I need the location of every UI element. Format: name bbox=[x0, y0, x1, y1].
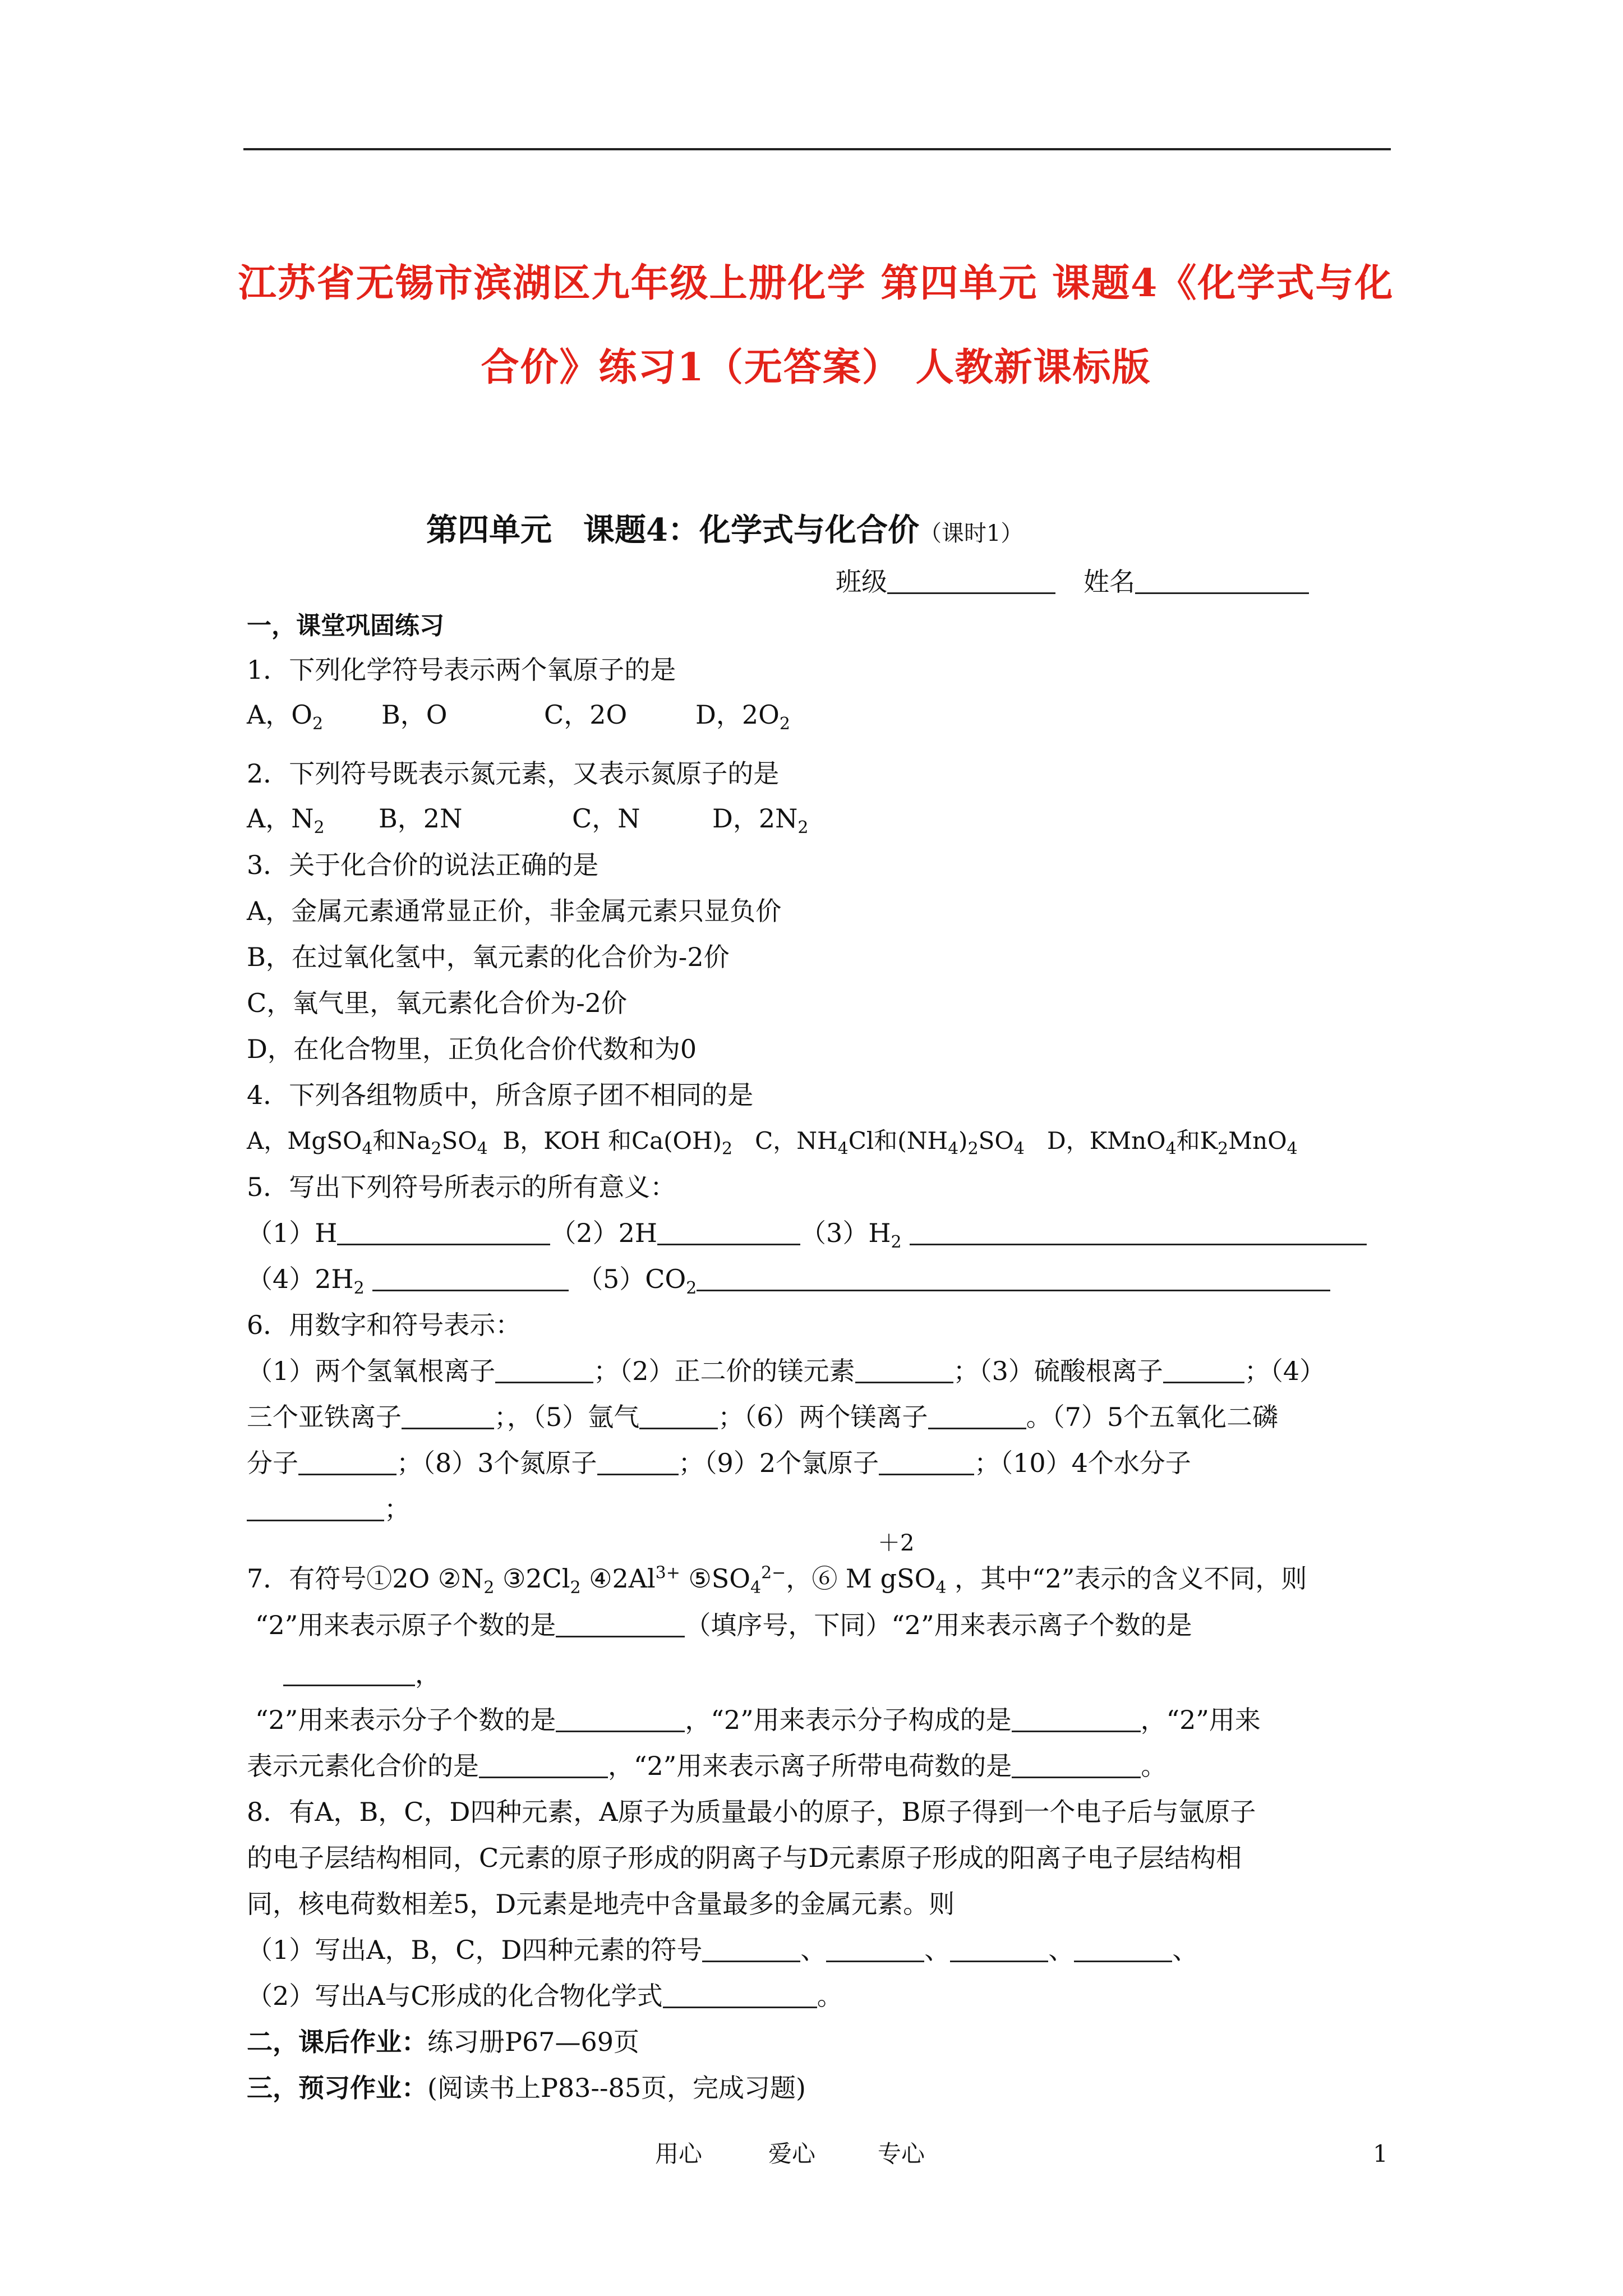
q6-item-3: ；（3）硫酸根离子 bbox=[953, 1356, 1163, 1386]
q5-blank-5[interactable] bbox=[697, 1265, 1330, 1291]
q6-item-6: ；（6）两个镁离子 bbox=[718, 1402, 928, 1432]
q5-item-5: $(5)CO_2$ bbox=[577, 1264, 697, 1299]
footer-motto-2: 爱心 bbox=[768, 2140, 816, 2168]
document-title-line-2: 合价》练习1（无答案） 人教新课标版 bbox=[481, 345, 1151, 390]
footer-motto-1: 用心 bbox=[655, 2140, 703, 2168]
q5-blank-2[interactable] bbox=[657, 1219, 800, 1245]
question-6-line-2 bbox=[247, 1401, 1278, 1433]
page-number: 1 bbox=[1373, 2140, 1388, 2168]
q3-option-a[interactable]: A，金属元素通常显正价，非金属元素只显负价 bbox=[247, 896, 782, 926]
q7-blank-charge[interactable] bbox=[1012, 1752, 1141, 1778]
q2-option-a[interactable]: A，$N_2$ bbox=[247, 803, 325, 838]
worksheet-heading-text: 第四单元 课题4：化学式与化合价 bbox=[426, 512, 919, 549]
q6-blank-10[interactable] bbox=[247, 1495, 384, 1521]
question-5-row-2 bbox=[247, 1263, 1330, 1299]
q6-blank-4[interactable] bbox=[402, 1403, 494, 1429]
q5-item-3: $(3)H_2$ bbox=[800, 1218, 902, 1253]
q1-option-a[interactable]: A，$O_2$ bbox=[247, 700, 324, 734]
class-label: 班级 bbox=[836, 567, 887, 597]
q4-option-b[interactable]: B，KOH 和$Ca(OH)_2$ bbox=[502, 1127, 733, 1159]
class-blank[interactable] bbox=[887, 568, 1055, 594]
q7-blank-composition[interactable] bbox=[1012, 1706, 1141, 1732]
question-6-line-3 bbox=[247, 1447, 1191, 1479]
q1-option-c[interactable]: C，2O bbox=[544, 700, 628, 730]
q5-item-4: $(4)2H_2$ bbox=[247, 1264, 365, 1299]
q8-blank-b[interactable] bbox=[826, 1936, 924, 1962]
class-name-row bbox=[836, 565, 1309, 598]
q3-option-b[interactable]: B，在过氧化氢中，氧元素的化合价为-2价 bbox=[247, 942, 730, 972]
q5-blank-1[interactable] bbox=[337, 1219, 550, 1245]
q7-blank-atoms[interactable] bbox=[556, 1611, 685, 1637]
q4-option-d[interactable]: D，KMnO$_4$和$K_2MnO_4$ bbox=[1047, 1127, 1298, 1159]
q6-item-2: ；（2）正二价的镁元素 bbox=[593, 1356, 855, 1386]
q6-item-1: （1）两个氢氧根离子 bbox=[247, 1356, 496, 1386]
q4-option-c[interactable]: C，$NH_4Cl$和$(NH_4)_2SO_4$ bbox=[755, 1127, 1025, 1159]
question-6-line-1 bbox=[247, 1355, 1325, 1387]
header-rule bbox=[243, 148, 1391, 150]
q2-option-c[interactable]: C，N bbox=[572, 803, 640, 834]
lesson-label: （课时1） bbox=[919, 521, 1023, 546]
section-1-heading: 一，课堂巩固练习 bbox=[247, 611, 444, 640]
q6-item-5: ；，（5）氩气 bbox=[494, 1402, 640, 1432]
q5-blank-4[interactable] bbox=[372, 1265, 569, 1291]
q6-blank-3[interactable] bbox=[1163, 1357, 1244, 1383]
question-2-options bbox=[247, 802, 809, 838]
q5-blank-3[interactable] bbox=[910, 1219, 1367, 1245]
q2-option-d[interactable]: D，$2N_2$ bbox=[712, 803, 809, 838]
q7-blank-molecules[interactable] bbox=[556, 1706, 685, 1732]
question-7-line-3: ， bbox=[283, 1658, 441, 1690]
question-4-stem: 4．下列各组物质中，所含原子团不相同的是 bbox=[247, 1080, 754, 1110]
question-7-line-2: “2”用来表示原子个数的是 （填序号，下同）“2”用来表示离子个数的是 bbox=[255, 1610, 1192, 1640]
q3-option-c[interactable]: C，氧气里，氧元素化合价为-2价 bbox=[247, 988, 628, 1018]
question-2-stem: 2．下列符号既表示氮元素，又表示氮原子的是 bbox=[247, 758, 780, 789]
q8-blank-compound[interactable] bbox=[663, 1982, 817, 2008]
q6-item-8: ；（8）3个氮原子 bbox=[396, 1448, 597, 1478]
question-3-stem: 3．关于化合价的说法正确的是 bbox=[247, 850, 599, 880]
q6-blank-9[interactable] bbox=[879, 1449, 974, 1475]
q6-blank-2[interactable] bbox=[855, 1357, 953, 1383]
q6-item-10: ；（10）4个水分子 bbox=[974, 1448, 1191, 1478]
q6-item-9: ；（9）2个氯原子 bbox=[678, 1448, 879, 1478]
q3-option-d[interactable]: D，在化合物里，正负化合价代数和为0 bbox=[247, 1034, 697, 1064]
q6-blank-8[interactable] bbox=[597, 1449, 679, 1475]
question-8-part-1: （1）写出A，B，C，D四种元素的符号 、 、 、 、 bbox=[247, 1935, 1198, 1965]
name-blank[interactable] bbox=[1135, 568, 1309, 594]
question-4-options bbox=[247, 1125, 1298, 1157]
question-8-line-3: 同，核电荷数相差5，D元素是地壳中含量最多的金属元素。则 bbox=[247, 1889, 955, 1919]
q6-blank-1[interactable] bbox=[495, 1357, 593, 1383]
q6-item-4-text: 三个亚铁离子 bbox=[247, 1402, 402, 1432]
q7-valence-mark: ＋2 bbox=[878, 1530, 915, 1556]
q8-blank-a[interactable] bbox=[702, 1936, 800, 1962]
q6-blank-7[interactable] bbox=[298, 1449, 396, 1475]
q2-option-b[interactable]: B，2N bbox=[379, 803, 463, 834]
question-7-line-4: “2”用来表示分子个数的是 ，“2”用来表示分子构成的是 ，“2”用来 bbox=[255, 1705, 1261, 1735]
q6-blank-5[interactable] bbox=[639, 1403, 718, 1429]
section-3 bbox=[247, 2072, 806, 2104]
q8-blank-c[interactable] bbox=[950, 1936, 1048, 1962]
question-1-stem: 1．下列化学符号表示两个氧原子的是 bbox=[247, 655, 676, 685]
q7-blank-ions[interactable] bbox=[283, 1660, 415, 1686]
question-7-line-5: 表示元素化合价的是 ，“2”用来表示离子所带电荷数的是 。 bbox=[247, 1751, 1167, 1781]
footer-motto-3: 专心 bbox=[878, 2140, 925, 2168]
q1-option-d[interactable]: D，$2O_2$ bbox=[695, 700, 790, 734]
q6-item-4: ；（4） bbox=[1244, 1356, 1326, 1386]
q6-blank-6[interactable] bbox=[928, 1403, 1026, 1429]
q1-option-b[interactable]: B，O bbox=[381, 700, 448, 730]
worksheet-heading bbox=[426, 510, 1023, 553]
name-label: 姓名 bbox=[1083, 567, 1135, 597]
question-7-stem: 7．有符号①2O $②N_2$ $③2Cl_2$ $④2Al^{3+}$ $⑤SO_4^{2-}$，⑥ M gSO$_4$ ，其中“2”表示的含义不同，则 bbox=[247, 1563, 1307, 1598]
q5-item-2: （2）2H bbox=[550, 1218, 658, 1248]
section-2 bbox=[247, 2026, 639, 2058]
question-5-row-1 bbox=[247, 1217, 1367, 1253]
question-6-stem: 6．用数字和符号表示： bbox=[247, 1310, 522, 1340]
question-8-line-2: 的电子层结构相同，C元素的原子形成的阴离子与D元素原子形成的阳离子电子层结构相 bbox=[247, 1843, 1242, 1873]
section-3-heading: 三，预习作业： bbox=[247, 2073, 427, 2103]
question-1-options bbox=[247, 698, 790, 734]
q6-item-7-text: 分子 bbox=[247, 1448, 298, 1478]
document-title-line-1: 江苏省无锡市滨湖区九年级上册化学 第四单元 课题4《化学式与化 bbox=[238, 261, 1394, 306]
section-2-text: 练习册P67—69页 bbox=[427, 2027, 640, 2057]
question-8-line-1: 8．有A，B，C，D四种元素，A原子为质量最小的原子，B原子得到一个电子后与氩原子 bbox=[247, 1797, 1256, 1827]
section-2-heading: 二，课后作业： bbox=[247, 2027, 427, 2057]
question-5-stem: 5．写出下列符号所表示的所有意义： bbox=[247, 1172, 676, 1202]
section-3-text: (阅读书上P83--85页，完成习题) bbox=[427, 2073, 806, 2103]
question-6-line-4: ； bbox=[247, 1493, 410, 1525]
question-8-part-2: （2）写出A与C形成的化合物化学式 。 bbox=[247, 1981, 843, 2011]
q7-blank-valence[interactable] bbox=[479, 1752, 608, 1778]
q5-item-1: （1）H bbox=[247, 1218, 338, 1248]
q8-blank-d[interactable] bbox=[1074, 1936, 1172, 1962]
q6-item-7: 。（7）5个五氧化二磷 bbox=[1026, 1402, 1279, 1432]
q4-option-a[interactable]: A，MgSO$_4$和$Na_2SO_4$ bbox=[247, 1127, 488, 1159]
